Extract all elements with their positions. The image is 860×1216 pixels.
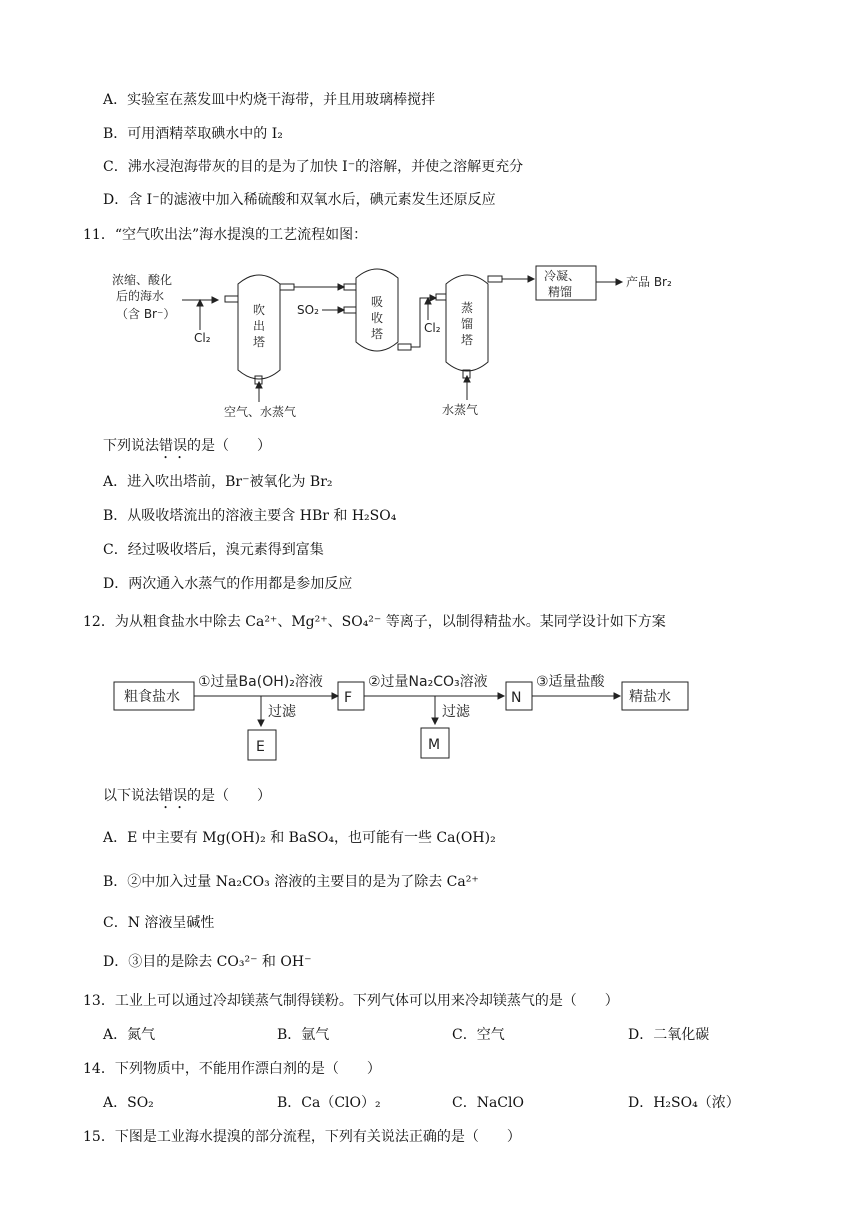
q13-option-c: C．空气 xyxy=(452,1027,505,1043)
box-label-2: 精馏 xyxy=(548,285,573,299)
flow-step2: ②过量Na₂CO₃溶液 xyxy=(368,674,488,690)
q13-option-b: B．氩气 xyxy=(277,1027,330,1043)
q13-stem: 13．工业上可以通过冷却镁蒸气制得镁粉。下列气体可以用来冷却镁蒸气的是（ ） xyxy=(83,993,619,1009)
cl2-label-2: Cl₂ xyxy=(424,321,441,335)
tower2-char-2: 收 xyxy=(371,311,384,325)
feed-label-1: 浓缩、酸化 xyxy=(112,273,173,287)
bromine-process-diagram xyxy=(112,262,702,422)
flow-M: M xyxy=(428,737,441,753)
flow-N: N xyxy=(511,690,522,706)
feed-label-3: （含 Br⁻） xyxy=(116,307,176,321)
q12-option-a: A．E 中主要有 Mg(OH)₂ 和 BaSO₄，也可能有一些 Ca(OH)₂ xyxy=(103,830,496,846)
q11-option-c: C．经过吸收塔后，溴元素得到富集 xyxy=(103,542,324,558)
tower1-char-3: 塔 xyxy=(253,335,266,349)
q12-option-b: B．②中加入过量 Na₂CO₃ 溶液的主要目的是为了除去 Ca²⁺ xyxy=(103,874,479,890)
salt-purification-flow xyxy=(110,668,700,764)
tower3-char-3: 塔 xyxy=(461,333,474,347)
flow-step3: ③适量盐酸 xyxy=(536,674,605,690)
flow-F: F xyxy=(344,690,353,706)
q11-ask: 下列说法错误的是（ ） xyxy=(103,438,271,454)
flow-filter2: 过滤 xyxy=(442,704,470,720)
tower3-char-2: 馏 xyxy=(461,317,474,331)
tower2-char-1: 吸 xyxy=(371,295,384,309)
steam-label: 水蒸气 xyxy=(442,403,479,417)
q14-option-d: D．H₂SO₄（浓） xyxy=(628,1095,740,1111)
tower2-char-3: 塔 xyxy=(371,327,384,341)
q11-option-a: A．进入吹出塔前，Br⁻被氧化为 Br₂ xyxy=(103,474,333,490)
q12-option-c: C．N 溶液呈碱性 xyxy=(103,915,215,931)
tower3-char-1: 蒸 xyxy=(461,301,474,315)
q14-option-a: A．SO₂ xyxy=(103,1095,154,1111)
tower1-char-1: 吹 xyxy=(253,303,266,317)
flow-filter1: 过滤 xyxy=(268,704,296,720)
q11-stem: 11．“空气吹出法”海水提溴的工艺流程如图： xyxy=(83,227,368,243)
flow-start: 粗食盐水 xyxy=(124,689,180,705)
flow-step1: ①过量Ba(OH)₂溶液 xyxy=(198,674,323,690)
product-label: 产品 Br₂ xyxy=(626,275,672,289)
flow-end: 精盐水 xyxy=(629,689,671,705)
q12-option-d: D．③目的是除去 CO₃²⁻ 和 OH⁻ xyxy=(103,954,312,970)
q10-option-a: A．实验室在蒸发皿中灼烧干海带，并且用玻璃棒搅拌 xyxy=(103,92,436,108)
q12-ask: 以下说法错误的是（ ） xyxy=(103,788,271,804)
q10-option-d: D．含 I⁻的滤液中加入稀硫酸和双氧水后，碘元素发生还原反应 xyxy=(103,192,496,208)
q10-option-b: B．可用酒精萃取碘水中的 I₂ xyxy=(103,126,283,142)
q14-option-c: C．NaClO xyxy=(452,1095,524,1111)
so2-label: SO₂ xyxy=(297,303,319,317)
q15-stem: 15．下图是工业海水提溴的部分流程，下列有关说法正确的是（ ） xyxy=(83,1129,521,1145)
q13-option-a: A．氮气 xyxy=(103,1027,156,1043)
box-label-1: 冷凝、 xyxy=(544,269,581,283)
q12-stem: 12．为从粗食盐水中除去 Ca²⁺、Mg²⁺、SO₄²⁻ 等离子，以制得精盐水。某同学设计如下方案 xyxy=(83,614,666,630)
q11-option-d: D．两次通入水蒸气的作用都是参加反应 xyxy=(103,576,353,592)
q14-stem: 14．下列物质中，不能用作漂白剂的是（ ） xyxy=(83,1061,381,1077)
air-steam-label: 空气、水蒸气 xyxy=(224,405,297,419)
q14-option-b: B．Ca（ClO）₂ xyxy=(277,1095,381,1111)
tower1-char-2: 出 xyxy=(253,319,266,333)
q11-option-b: B．从吸收塔流出的溶液主要含 HBr 和 H₂SO₄ xyxy=(103,508,397,524)
q13-option-d: D．二氧化碳 xyxy=(628,1027,710,1043)
q10-option-c: C．沸水浸泡海带灰的目的是为了加快 I⁻的溶解，并使之溶解更充分 xyxy=(103,159,524,175)
flow-E: E xyxy=(256,739,265,755)
feed-label-2: 后的海水 xyxy=(116,289,165,303)
cl2-label-1: Cl₂ xyxy=(194,331,211,345)
